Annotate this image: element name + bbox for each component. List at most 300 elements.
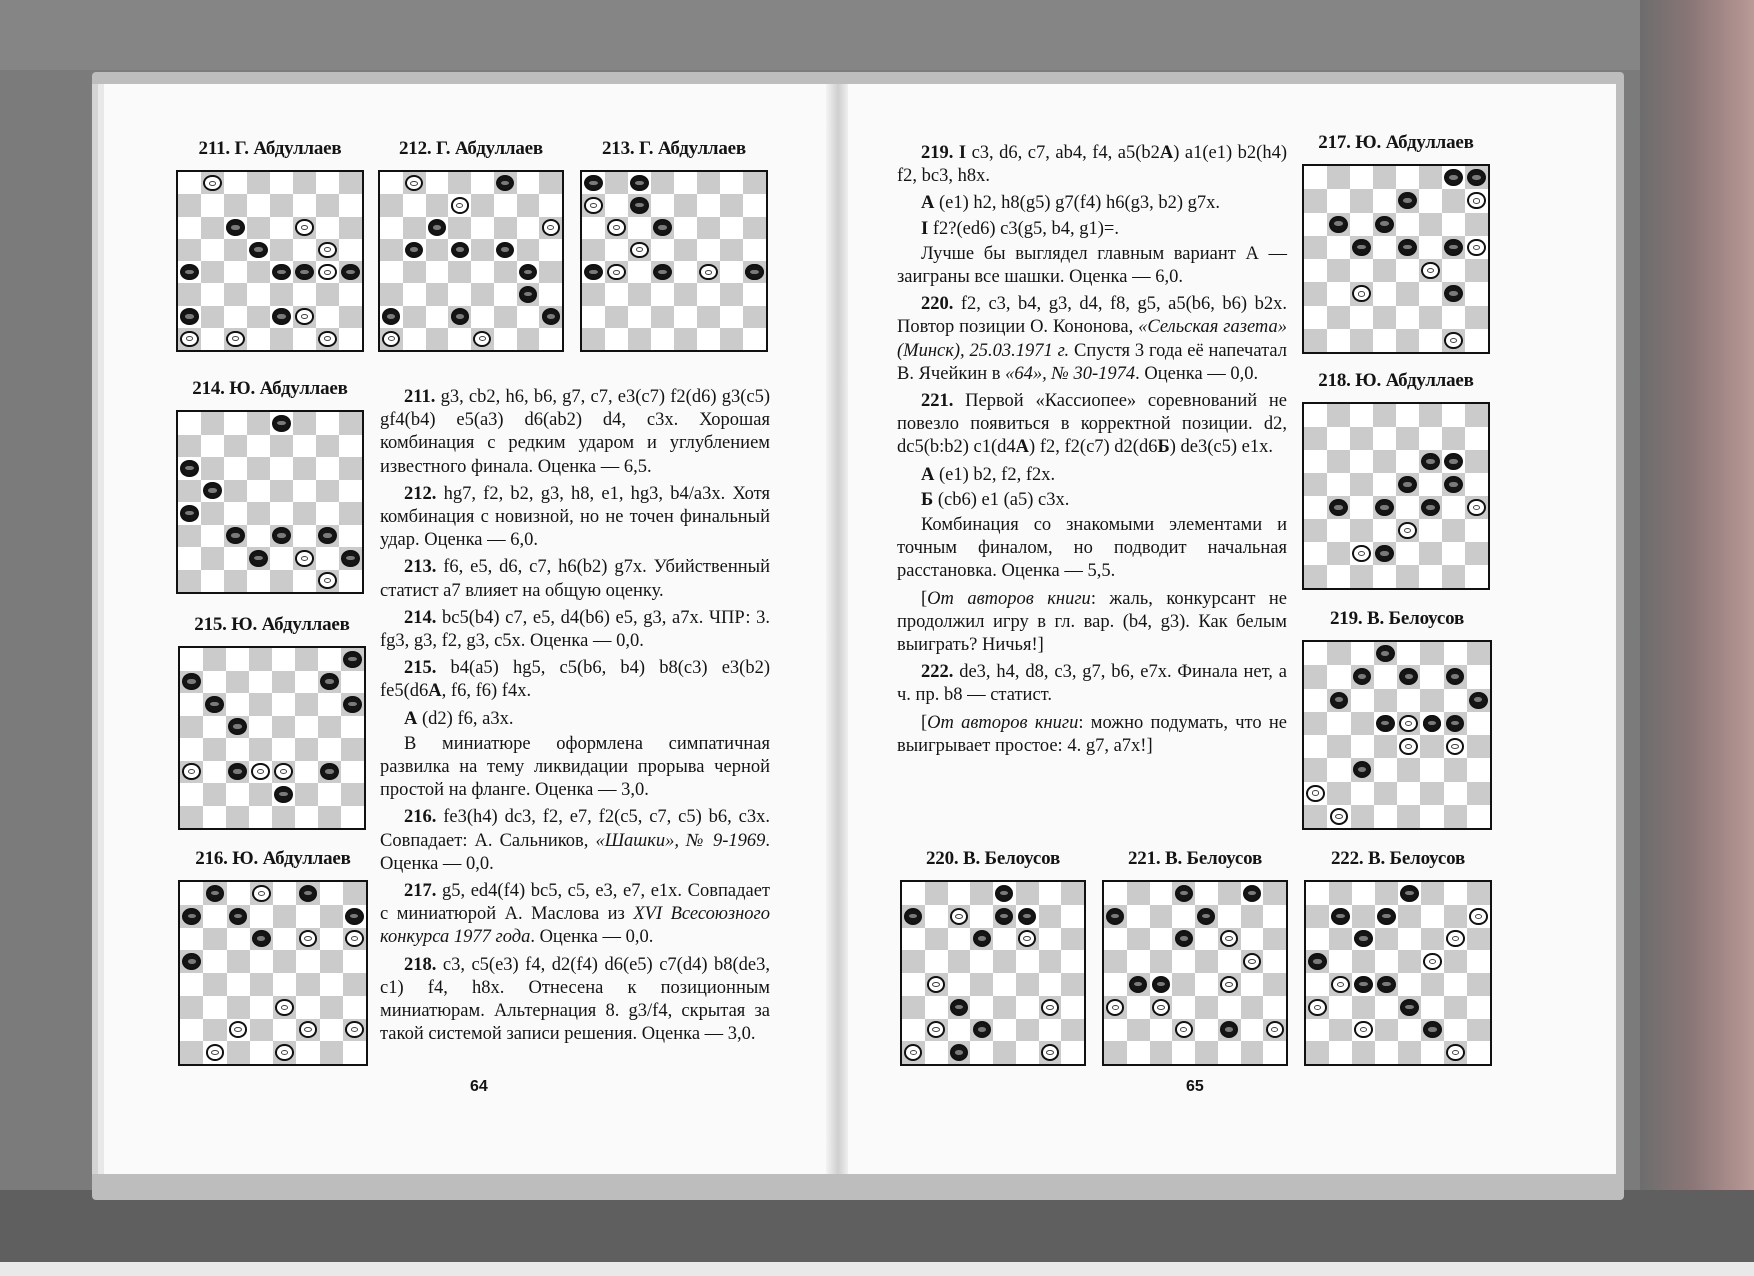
board-square xyxy=(247,194,270,216)
board-square xyxy=(1329,882,1352,905)
board-square xyxy=(517,328,540,350)
board-square xyxy=(1241,1041,1264,1064)
board-square xyxy=(1327,427,1350,450)
board-square xyxy=(1327,665,1350,688)
board-square xyxy=(1327,782,1350,805)
board-square xyxy=(1218,950,1241,973)
board-square xyxy=(1327,166,1350,189)
citation-text: От авторов книги xyxy=(927,588,1091,609)
board-square xyxy=(1444,689,1467,712)
entry-number: A xyxy=(1015,437,1030,458)
board-square xyxy=(1350,213,1373,236)
board-square xyxy=(1467,712,1490,735)
board-square xyxy=(628,217,651,239)
board-square xyxy=(224,194,247,216)
board-square xyxy=(203,905,226,928)
white-checker xyxy=(275,999,294,1016)
citation-text: «Сельская газета» (Минск), 25.03.1971 г. xyxy=(897,317,1287,361)
board-square xyxy=(517,194,540,216)
entry-text: c3, c5(e3) f4, d2(f4) d6(e5) c7(d4) b8(de3, c1) f4, h8x. Отнесена к позиционным миниатюрам. Альтернация 8. g3/f4, скрытая за такой системой записи решения. Оценка — 3,0. xyxy=(380,954,770,1045)
board-square xyxy=(295,761,318,784)
board-square xyxy=(1150,882,1173,905)
board-square xyxy=(1420,782,1443,805)
board-square xyxy=(1397,805,1420,828)
white-checker xyxy=(182,763,200,780)
board-square xyxy=(1375,1041,1398,1064)
board-square xyxy=(1350,329,1373,352)
black-checker xyxy=(1469,692,1488,709)
board-square xyxy=(651,328,674,350)
white-checker xyxy=(295,308,313,324)
board-square xyxy=(697,217,720,239)
board-square xyxy=(295,648,318,671)
board-square xyxy=(1442,213,1465,236)
entry-text: f2?(ed6) c3(g5, b4, g1)=. xyxy=(928,218,1119,239)
entry-text: (e1) h2, h8(g5) g7(f4) h6(g3, b2) g7x. xyxy=(934,193,1221,214)
solution-paragraph xyxy=(380,880,770,950)
black-checker xyxy=(1376,645,1395,662)
black-checker xyxy=(295,264,313,280)
entry-number: A xyxy=(921,464,935,485)
board-square xyxy=(320,996,343,1019)
board-square xyxy=(247,306,270,328)
entry-text: [ xyxy=(921,588,928,609)
entry-text: ) f2, f2(c7) d2(d6 xyxy=(1029,437,1158,458)
board-square xyxy=(743,217,766,239)
board-square xyxy=(1467,928,1490,951)
board-square xyxy=(273,973,296,996)
board-square xyxy=(296,950,319,973)
diagram-title: 221. В. Белоусов xyxy=(1127,848,1263,869)
black-checker xyxy=(904,908,922,925)
board-square xyxy=(1444,782,1467,805)
board-square xyxy=(341,671,364,694)
board-square xyxy=(1351,689,1374,712)
board-square xyxy=(1421,996,1444,1019)
entry-number: 213. xyxy=(404,557,437,578)
board-square xyxy=(201,283,224,305)
board-square xyxy=(1374,689,1397,712)
board-square xyxy=(697,239,720,261)
board-square xyxy=(247,480,270,503)
board-square xyxy=(1374,758,1397,781)
board-square xyxy=(1396,329,1419,352)
entry-text: ) a1(e1) b2(h4) f2, bc3, h8x. xyxy=(897,143,1287,187)
board-square xyxy=(249,806,272,829)
board-square xyxy=(1304,259,1327,282)
board-square xyxy=(471,261,494,283)
white-checker xyxy=(1423,953,1441,970)
board-square xyxy=(1373,473,1396,496)
board-square xyxy=(178,239,201,261)
board-square xyxy=(1327,450,1350,473)
board-square xyxy=(270,217,293,239)
board-square xyxy=(180,806,203,829)
board-square xyxy=(1241,1019,1264,1042)
solution-paragraph xyxy=(380,483,770,553)
board-square xyxy=(1465,450,1488,473)
board-square xyxy=(1304,473,1327,496)
solution-paragraph xyxy=(897,293,1287,386)
black-checker xyxy=(272,264,290,280)
black-checker xyxy=(274,786,292,803)
board-square xyxy=(1327,758,1350,781)
board-square xyxy=(224,172,247,194)
diagram-title: 217. Ю. Абдуллаев xyxy=(1318,132,1474,153)
board-square xyxy=(1465,565,1488,588)
board-square xyxy=(1195,996,1218,1019)
board-square xyxy=(605,172,628,194)
board-square xyxy=(674,172,697,194)
entry-number: 221. xyxy=(921,391,954,412)
board-square xyxy=(1442,306,1465,329)
board-square xyxy=(1327,712,1350,735)
solution-paragraph xyxy=(897,142,1287,188)
board-square xyxy=(180,783,203,806)
entry-text: : жаль, конкурсант не продолжил игру в гл. вар. (b4, g3). Как белым выиграть? Ничья!] xyxy=(897,588,1287,656)
board-square xyxy=(227,882,250,905)
board-square xyxy=(1263,905,1286,928)
board-square xyxy=(1420,758,1443,781)
entry-number: 215. xyxy=(404,658,437,679)
board-square xyxy=(339,457,362,480)
board-square xyxy=(270,457,293,480)
solution-paragraph xyxy=(380,954,770,1047)
citation-text: От авторов книги xyxy=(927,712,1079,733)
white-checker xyxy=(318,331,336,347)
white-checker xyxy=(542,219,560,235)
board-square xyxy=(1350,259,1373,282)
board-square xyxy=(1465,404,1488,427)
board-square xyxy=(339,502,362,525)
board-square xyxy=(1467,1041,1490,1064)
white-checker xyxy=(1306,785,1325,802)
entry-text: de3, h4, d8, c3, g7, b6, e7x. Финала нет, а ч. пр. b8 — статист. xyxy=(897,662,1287,706)
board-square xyxy=(1263,882,1286,905)
board-square xyxy=(1467,735,1490,758)
black-checker xyxy=(1106,908,1124,925)
board-square xyxy=(605,239,628,261)
board-square xyxy=(403,328,426,350)
board-square xyxy=(270,547,293,570)
board-square xyxy=(1039,950,1062,973)
board-square xyxy=(1306,1041,1329,1064)
board-square xyxy=(697,194,720,216)
black-checker xyxy=(1152,976,1170,993)
board-square xyxy=(295,716,318,739)
board-square xyxy=(293,480,316,503)
board-square xyxy=(380,283,403,305)
board-square xyxy=(471,217,494,239)
checkers-board xyxy=(1302,640,1492,830)
board-square xyxy=(1061,996,1084,1019)
board-square xyxy=(494,217,517,239)
board-square xyxy=(448,328,471,350)
board-square xyxy=(1127,882,1150,905)
board-square xyxy=(201,502,224,525)
board-square xyxy=(1467,973,1490,996)
white-checker xyxy=(1444,332,1462,349)
board-square xyxy=(582,328,605,350)
board-square xyxy=(224,412,247,435)
board-square xyxy=(1172,950,1195,973)
board-square xyxy=(1016,996,1039,1019)
board-square xyxy=(1061,1019,1084,1042)
board-square xyxy=(224,502,247,525)
board-square xyxy=(1195,928,1218,951)
board-square xyxy=(539,194,562,216)
board-square xyxy=(296,1041,319,1064)
board-square xyxy=(448,172,471,194)
board-square xyxy=(993,973,1016,996)
board-square xyxy=(1304,805,1327,828)
black-checker xyxy=(1243,885,1261,902)
black-checker xyxy=(320,673,338,690)
board-square xyxy=(295,738,318,761)
board-square xyxy=(341,761,364,784)
board-square xyxy=(316,172,339,194)
board-square xyxy=(539,328,562,350)
board-square xyxy=(1420,689,1443,712)
checkers-board xyxy=(176,410,364,594)
board-square xyxy=(339,328,362,350)
board-square xyxy=(1375,950,1398,973)
board-square xyxy=(1397,642,1420,665)
board-square xyxy=(605,283,628,305)
board-square xyxy=(1150,1019,1173,1042)
board-square xyxy=(1329,1019,1352,1042)
board-square xyxy=(1304,712,1327,735)
board-square xyxy=(247,283,270,305)
board-square xyxy=(293,502,316,525)
board-square xyxy=(247,502,270,525)
white-checker xyxy=(180,331,198,347)
board-square xyxy=(1304,306,1327,329)
board-square xyxy=(582,283,605,305)
board-square xyxy=(426,172,449,194)
board-square xyxy=(1396,306,1419,329)
board-square xyxy=(293,457,316,480)
board-square xyxy=(1398,905,1421,928)
black-checker xyxy=(1398,239,1416,256)
board-square xyxy=(605,328,628,350)
board-square xyxy=(1304,236,1327,259)
white-checker xyxy=(318,242,336,258)
board-square xyxy=(697,328,720,350)
board-square xyxy=(1467,1019,1490,1042)
board-square xyxy=(582,217,605,239)
entry-text: Комбинация со знакомыми элементами и точным финалом, но подводит начальная расстановка. Оценка — 5,5. xyxy=(897,515,1287,582)
board-square xyxy=(403,306,426,328)
entry-number: A xyxy=(428,681,442,702)
board-square xyxy=(1327,404,1350,427)
board-square xyxy=(1373,282,1396,305)
board-square xyxy=(180,648,203,671)
black-checker xyxy=(272,527,290,544)
board-square xyxy=(295,806,318,829)
entry-text: (cb6) e1 (a5) c3x. xyxy=(933,489,1070,510)
solution-paragraph xyxy=(897,192,1287,215)
entry-text: c3, d6, c7, ab4, f4, a5(b2 xyxy=(966,143,1160,163)
board-square xyxy=(948,1019,971,1042)
board-square xyxy=(1467,665,1490,688)
black-checker xyxy=(630,197,648,213)
board-square xyxy=(1061,928,1084,951)
board-square xyxy=(628,283,651,305)
black-checker xyxy=(1421,453,1439,470)
board-square xyxy=(272,738,295,761)
white-checker xyxy=(1331,976,1349,993)
entry-text: В миниатюре оформлена симпатичная развилка на тему ликвидации прорыва черной простой на фланге. Оценка — 3,0. xyxy=(380,733,770,801)
board-square xyxy=(674,283,697,305)
solution-paragraph xyxy=(897,489,1287,512)
board-square xyxy=(1172,973,1195,996)
board-square xyxy=(1195,1041,1218,1064)
board-square xyxy=(1304,450,1327,473)
board-square xyxy=(494,261,517,283)
board-square xyxy=(902,928,925,951)
board-square xyxy=(224,306,247,328)
board-square xyxy=(1396,565,1419,588)
board-square xyxy=(272,693,295,716)
board-square xyxy=(318,716,341,739)
black-checker xyxy=(1400,885,1418,902)
board-square xyxy=(426,306,449,328)
board-square xyxy=(270,239,293,261)
board-square xyxy=(227,950,250,973)
board-square xyxy=(270,283,293,305)
board-square xyxy=(902,996,925,1019)
white-checker xyxy=(1308,999,1326,1016)
entry-number: 217. xyxy=(404,881,437,902)
board-square xyxy=(201,328,224,350)
board-square xyxy=(948,882,971,905)
board-square xyxy=(203,738,226,761)
board-square xyxy=(1127,950,1150,973)
board-square xyxy=(227,1041,250,1064)
board-square xyxy=(1350,166,1373,189)
board-square xyxy=(1397,758,1420,781)
board-square xyxy=(902,973,925,996)
solution-paragraph xyxy=(380,806,770,876)
scan-background-right xyxy=(1640,0,1754,1276)
black-checker xyxy=(206,885,225,902)
board-square xyxy=(1061,1041,1084,1064)
white-checker xyxy=(1469,908,1487,925)
board-square xyxy=(1104,1041,1127,1064)
white-checker xyxy=(1106,999,1124,1016)
board-square xyxy=(1104,973,1127,996)
board-square xyxy=(316,412,339,435)
board-square xyxy=(494,328,517,350)
black-checker xyxy=(1400,999,1418,1016)
board-square xyxy=(1263,928,1286,951)
solution-paragraph xyxy=(897,243,1287,289)
entry-text: bc5(b4) c7, e5, d4(b6) e5, g3, a7x. ЧПР: 3. fg3, g3, f2, g3, c5x. Оценка — 0,0. xyxy=(380,607,770,652)
black-checker xyxy=(205,696,223,713)
board-square xyxy=(296,973,319,996)
board-square xyxy=(180,738,203,761)
black-checker xyxy=(1423,715,1442,732)
black-checker xyxy=(1423,1021,1441,1038)
entry-number: 212. xyxy=(404,483,437,504)
board-square xyxy=(1127,996,1150,1019)
white-checker xyxy=(345,1021,364,1038)
board-square xyxy=(517,306,540,328)
board-square xyxy=(249,738,272,761)
board-square xyxy=(1329,996,1352,1019)
board-square xyxy=(1419,542,1442,565)
board-square xyxy=(1375,928,1398,951)
black-checker xyxy=(973,930,991,947)
black-checker xyxy=(180,505,198,522)
board-square xyxy=(1304,404,1327,427)
board-square xyxy=(1039,973,1062,996)
board-square xyxy=(1306,973,1329,996)
black-checker xyxy=(249,242,267,258)
black-checker xyxy=(1375,545,1393,562)
board-square xyxy=(970,950,993,973)
board-square xyxy=(743,328,766,350)
board-square xyxy=(1329,928,1352,951)
black-checker xyxy=(229,908,248,925)
board-square xyxy=(293,570,316,593)
board-square xyxy=(201,525,224,548)
board-square xyxy=(1306,928,1329,951)
board-square xyxy=(1061,950,1084,973)
board-square xyxy=(1241,996,1264,1019)
diagram-title: 212. Г. Абдуллаев xyxy=(399,138,543,159)
black-checker xyxy=(1375,499,1393,516)
board-square xyxy=(201,547,224,570)
board-square xyxy=(1373,259,1396,282)
board-square xyxy=(270,435,293,458)
board-square xyxy=(1396,282,1419,305)
board-square xyxy=(273,882,296,905)
board-square xyxy=(1419,236,1442,259)
white-checker xyxy=(927,976,945,993)
board-square xyxy=(1421,928,1444,951)
board-square xyxy=(674,261,697,283)
board-square xyxy=(178,217,201,239)
solution-paragraph xyxy=(380,733,770,803)
board-square xyxy=(1465,306,1488,329)
board-square xyxy=(250,996,273,1019)
board-square xyxy=(743,172,766,194)
board-square xyxy=(403,283,426,305)
checkers-board xyxy=(1302,164,1490,354)
checkers-board xyxy=(580,170,768,352)
board-square xyxy=(1016,1019,1039,1042)
diagram-title: 219. В. Белоусов xyxy=(1329,608,1465,629)
board-square xyxy=(494,306,517,328)
black-checker xyxy=(320,763,338,780)
board-square xyxy=(1375,996,1398,1019)
entry-text: : можно подумать, что не выигрывает простое: 4. g7, a7x!] xyxy=(897,712,1287,756)
solution-paragraph xyxy=(897,464,1287,487)
board-square xyxy=(339,435,362,458)
white-checker xyxy=(1266,1021,1284,1038)
white-checker xyxy=(607,219,625,235)
entry-text: Лучше бы выглядел главным вариант А — заиграны все шашки. Оценка — 6,0. xyxy=(897,243,1287,288)
entry-number: 214. xyxy=(404,607,437,628)
board-square xyxy=(517,217,540,239)
black-checker xyxy=(249,550,267,567)
black-checker xyxy=(182,908,201,925)
board-square xyxy=(1327,189,1350,212)
black-checker xyxy=(226,219,244,235)
board-square xyxy=(1373,236,1396,259)
